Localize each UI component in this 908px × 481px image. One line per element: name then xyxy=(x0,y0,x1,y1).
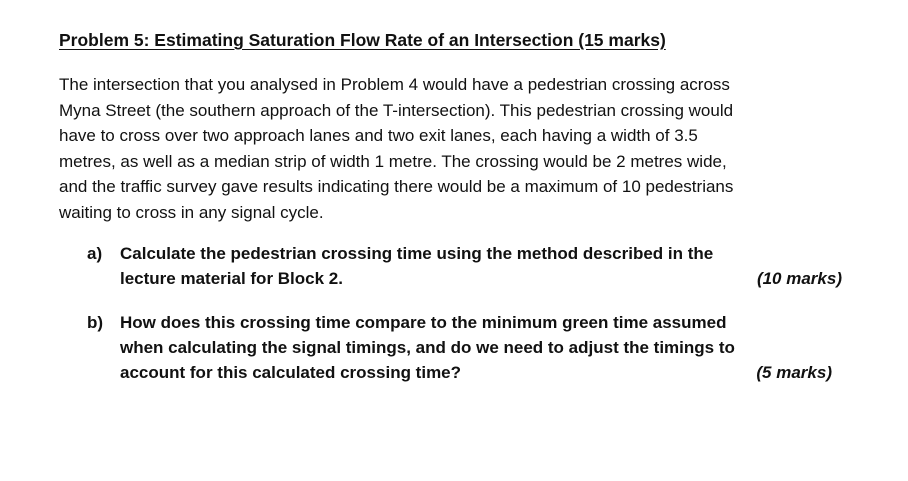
description-line: and the traffic survey gave results indicating there would be a maximum of 10 pedestrians xyxy=(59,177,734,197)
question-line-with-marks xyxy=(120,360,832,385)
question-line: account for this calculated crossing time? xyxy=(120,363,462,382)
question-line: lecture material for Block 2. xyxy=(120,269,343,288)
description-line: have to cross over two approach lanes and two exit lanes, each having a width of 3.5 xyxy=(59,126,698,146)
problem-title: Problem 5: Estimating Saturation Flow Rate of an Intersection (15 marks) xyxy=(59,30,666,50)
marks-label: (10 marks) xyxy=(756,269,842,288)
question-letter: a) xyxy=(87,244,103,263)
question-body xyxy=(120,310,832,385)
question-body xyxy=(120,241,842,291)
marks-label: (5 marks) xyxy=(756,363,832,382)
question-a xyxy=(87,241,842,291)
question-line-with-marks xyxy=(120,266,842,291)
question-b xyxy=(87,310,832,385)
problem-description xyxy=(59,72,839,226)
question-line: Calculate the pedestrian crossing time using the method described in the xyxy=(120,244,714,263)
description-line: metres, as well as a median strip of width 1 metre. The crossing would be 2 metres wide, xyxy=(59,151,727,171)
description-line: waiting to cross in any signal cycle. xyxy=(59,202,324,222)
question-letter: b) xyxy=(87,313,104,332)
description-line: The intersection that you analysed in Problem 4 would have a pedestrian crossing across xyxy=(59,75,730,94)
description-line: Myna Street (the southern approach of the T-intersection). This pedestrian crossing would xyxy=(59,100,734,120)
question-line: How does this crossing time compare to the minimum green time assumed xyxy=(120,313,727,332)
question-line: when calculating the signal timings, and do we need to adjust the timings to xyxy=(120,338,735,357)
